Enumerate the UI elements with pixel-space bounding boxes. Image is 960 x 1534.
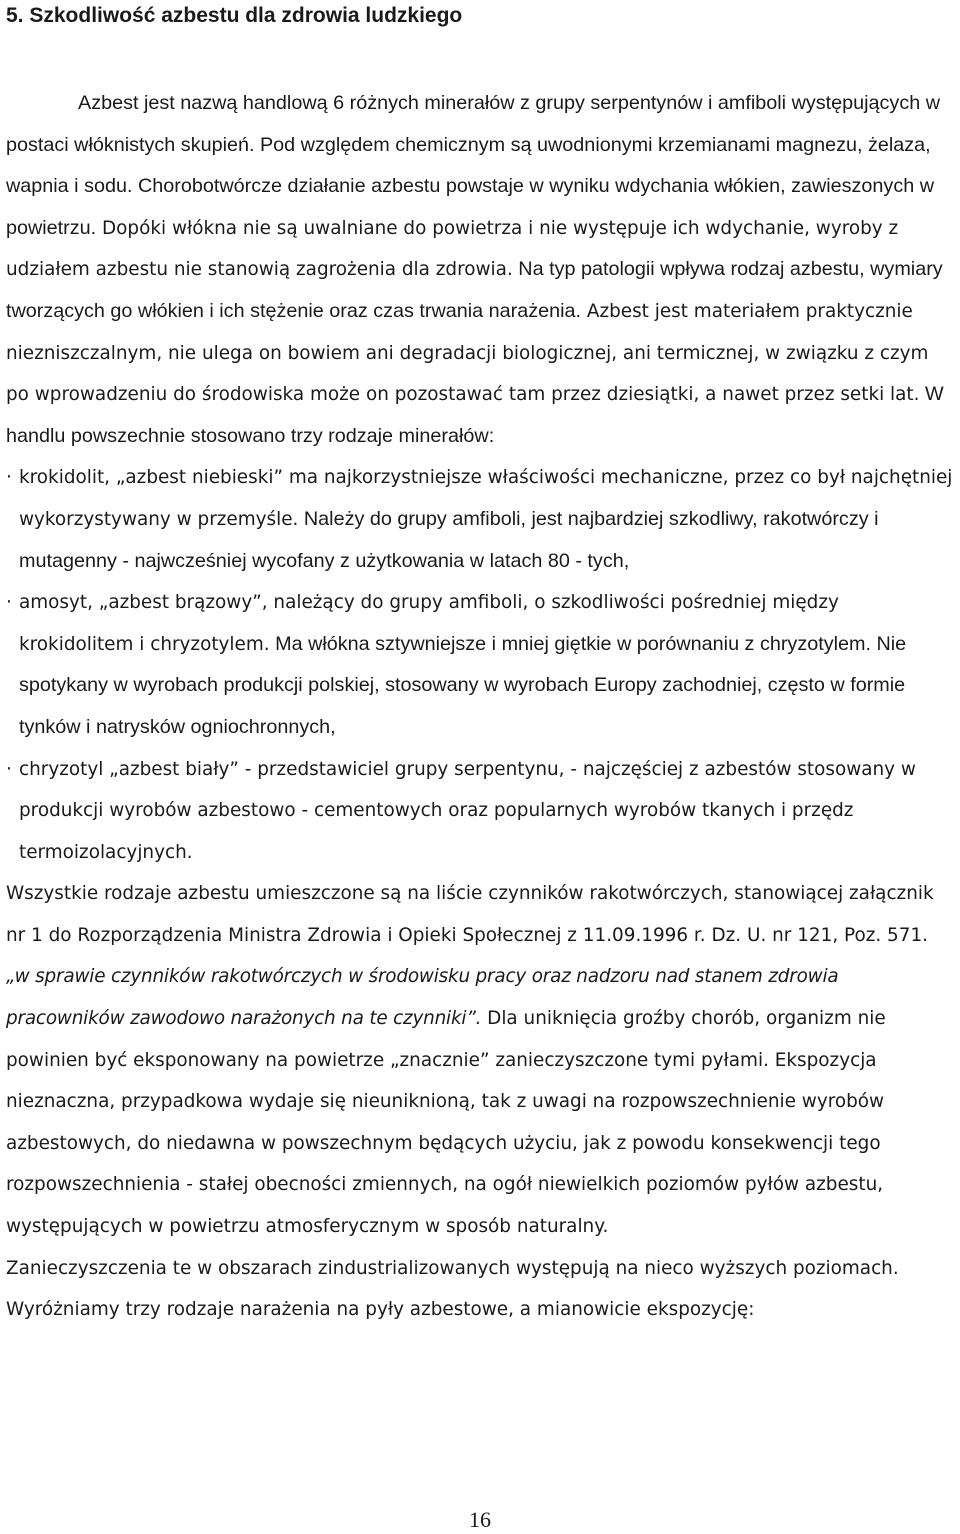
list-item-chryzotyl [6, 749, 956, 874]
bullet-icon: · [6, 467, 12, 489]
section-heading: 5. Szkodliwość azbestu dla zdrowia ludzkiego [6, 4, 463, 27]
list-item-krokidolit [6, 457, 956, 582]
intro-text-e: W handlu powszechnie stosowano trzy rodzaje minerałów: [6, 383, 944, 447]
exposure-paragraph: Zanieczyszczenia te w obszarach zindustrializowanych występują na nieco wyższych poziomach. Wyróżniamy trzy rodzaje narażenia na pyły azbestowe, a mianowicie ekspozycję: [6, 1257, 899, 1321]
regulation-paragraph [6, 873, 956, 1247]
bullet-icon: · [6, 758, 12, 780]
regulation-title: „w sprawie czynników rakotwórczych w środowisku pracy oraz nadzoru nad stanem zdrowia pracowników zawodowo narażonych na te czynniki”. [6, 966, 839, 1030]
list-item-amosyt [6, 582, 956, 748]
intro-text-d: Azbest jest materiałem praktycznie niezniszczalnym, nie ulega on bowiem ani degradacji biologicznej, ani termicznej, w związku z czym po wprowadzeniu do środowiska może on pozostawać tam przez dziesiątki, a nawet przez setki lat. [6, 300, 929, 406]
intro-text-b: Dopóki włókna nie są uwalniane do powietrza i nie występuje ich wdychanie, wyroby z udziałem azbestu nie stanowią zagrożenia dla zdrowia. [6, 217, 899, 281]
list-item-text-a: amosyt, „azbest brązowy”, należący do grupy amfiboli, o szkodliwości pośredniej między krokidolitem i chryzotylem. [19, 592, 839, 655]
list-item-text-b: Należy do grupy amfiboli, jest najbardziej szkodliwy, rakotwórczy i mutagenny - najwcześniej wycofany z użytkowania w latach 80 - tych, [19, 507, 879, 572]
regulation-text-cont: Dla uniknięcia groźby chorób, organizm nie powinien być eksponowany na powietrze „znacznie” zanieczyszczone tymi pyłami. Ekspozycja nieznaczna, przypadkowa wydaje się nieuniknioną, tak z uwagi na rozpowszechnienie wyrobów azbestowych, do niedawna w powszechnym będących użyciu, jak z powodu konsekwencji tego rozpowszechnienia - stałej obecności zmiennych, na ogół niewielkich poziomów pyłów azbestu, występujących w powietrzu atmosferycznym w sposób naturalny. [6, 1008, 886, 1238]
document-body [6, 83, 956, 1331]
page-number: 16 [469, 1507, 491, 1532]
list-item-text-a: krokidolit, „azbest niebieski” ma najkorzystniejsze właściwości mechaniczne, przez co był najchętniej wykorzystywany w przemyśle. [19, 467, 953, 530]
intro-paragraph [6, 83, 956, 457]
bullet-icon: · [6, 592, 12, 614]
regulation-text: Wszystkie rodzaje azbestu umieszczone są na liście czynników rakotwórczych, stanowiącej załącznik nr 1 do Rozporządzenia Ministra Zdrowia i Opieki Społecznej z 11.09.1996 r. Dz. U. nr 121, Poz. 571. [6, 883, 934, 946]
mineral-list [6, 457, 956, 873]
intro-text-c: Na typ patologii wpływa rodzaj azbestu, wymiary tworzących go włókien i ich stężenie oraz czas trwania narażenia. [6, 258, 943, 322]
intro-text-a: Azbest jest nazwą handlową 6 różnych minerałów z grupy serpentynów i amfiboli występujących w postaci włóknistych skupień. Pod względem chemicznym są uwodnionymi krzemianami magnezu, żelaza, wapnia i sodu. Chorobotwórcze działanie azbestu powstaje w wyniku wdychania włókien, zawieszonych w powietrzu. [6, 92, 940, 239]
list-item-text-a: chryzotyl „azbest biały” - przedstawiciel grupy serpentynu, - najczęściej z azbestów stosowany w produkcji wyrobów azbestowo - cementowych oraz popularnych wyrobów tkanych i przędz termoizolacyjnych. [19, 758, 916, 863]
list-item-text-b: Ma włókna sztywniejsze i mniej giętkie w porównaniu z chryzotylem. Nie spotykany w wyrobach produkcji polskiej, stosowany w wyrobach Europy zachodniej, często w formie tynków i natrysków ogniochronnych, [19, 632, 907, 738]
